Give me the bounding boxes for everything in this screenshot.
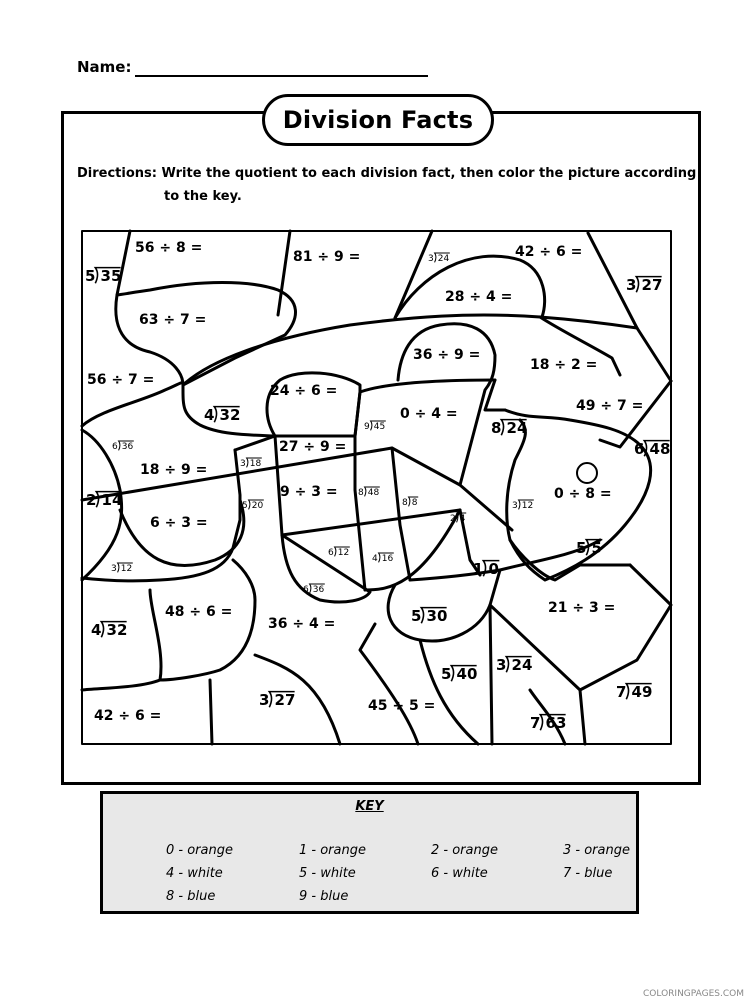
long-division-divisor: 2 [450, 514, 456, 524]
long-division-divisor: 3 [111, 564, 117, 574]
long-division-dividend: 27 [274, 691, 296, 709]
long-division-dividend: 12 [120, 564, 133, 574]
fact: 27 ÷ 9 = [279, 439, 347, 455]
fact: 63 ÷ 7 = [139, 312, 207, 328]
fact: 24 ÷ 6 = [270, 383, 338, 399]
fact: 56 ÷ 8 = [135, 240, 203, 256]
region-line [395, 231, 432, 318]
long-division-divisor: 8 [402, 498, 408, 508]
long-division-dividend: 45 [373, 422, 386, 432]
long-division-dividend: 24 [506, 419, 528, 437]
long-division-divisor: 5 [85, 267, 96, 285]
region-line [600, 381, 671, 447]
long-division-divisor: 8 [358, 488, 364, 498]
region-line [392, 448, 410, 580]
long-division-dividend: 24 [511, 656, 533, 674]
directions-line-1: Directions: Write the quotient to each division fact, then color the picture according [77, 166, 697, 181]
region-line [82, 383, 275, 436]
fact: 21 ÷ 3 = [548, 600, 616, 616]
long-division-divisor: 6 [328, 548, 334, 558]
region-line [282, 535, 370, 602]
division-facts [87, 240, 643, 724]
long-division-dividend: 24 [437, 254, 450, 264]
long-division-dividend: 32 [106, 621, 128, 639]
long-division-divisor: 6 [303, 585, 309, 595]
region-line [420, 640, 478, 744]
long-division-divisor: 3 [626, 276, 637, 294]
long-division-divisor: 7 [616, 683, 627, 701]
long-division-dividend: 4 [459, 514, 466, 524]
fact: 0 ÷ 4 = [400, 406, 458, 422]
long-division-divisor: 7 [530, 714, 541, 732]
key-item: 7 - blue [563, 866, 613, 881]
fact: 18 ÷ 9 = [140, 462, 208, 478]
region-line [580, 690, 585, 744]
long-division-divisor: 4 [372, 554, 378, 564]
long-division-dividend: 40 [456, 665, 478, 683]
fact: 42 ÷ 6 = [94, 708, 162, 724]
fact: 49 ÷ 7 = [576, 398, 644, 414]
color-key [100, 791, 639, 914]
region-line [120, 500, 244, 566]
fact: 36 ÷ 9 = [413, 347, 481, 363]
fact: 48 ÷ 6 = [165, 604, 233, 620]
region-line [210, 680, 212, 744]
long-division-dividend: 5 [591, 539, 602, 557]
fact: 6 ÷ 3 = [150, 515, 208, 531]
long-division-divisor: 5 [441, 665, 452, 683]
region-line [117, 231, 130, 295]
long-division-divisor: 3 [428, 254, 434, 264]
name-label: Name: [77, 58, 132, 76]
long-division-dividend: 12 [521, 501, 534, 511]
long-division-dividend: 49 [631, 683, 653, 701]
long-division-dividend: 12 [337, 548, 350, 558]
key-item: 4 - white [166, 866, 223, 881]
long-division-dividend: 14 [101, 491, 123, 509]
region-line [278, 231, 290, 315]
fact: 18 ÷ 2 = [530, 357, 598, 373]
long-division-divisor: 5 [411, 607, 422, 625]
fact: 0 ÷ 8 = [554, 486, 612, 502]
fact: 9 ÷ 3 = [280, 484, 338, 500]
fact: 36 ÷ 4 = [268, 616, 336, 632]
long-division-dividend: 18 [249, 459, 262, 469]
long-division-divisor: 3 [496, 656, 507, 674]
long-division-divisor: 6 [112, 442, 118, 452]
worksheet-title: Division Facts [262, 94, 494, 146]
fact: 28 ÷ 4 = [445, 289, 513, 305]
long-division-divisor: 9 [364, 422, 370, 432]
long-division-dividend: 30 [426, 607, 448, 625]
long-division-divisor: 3 [240, 459, 246, 469]
fact: 42 ÷ 6 = [515, 244, 583, 260]
region-line [282, 510, 460, 535]
fish-eye-icon [577, 463, 597, 483]
long-division-dividend: 16 [381, 554, 394, 564]
long-division-divisor: 4 [91, 621, 102, 639]
key-item: 0 - orange [166, 843, 233, 858]
long-division-dividend: 48 [367, 488, 380, 498]
long-division-divisor: 4 [204, 406, 215, 424]
fact: 81 ÷ 9 = [293, 249, 361, 265]
fact: 56 ÷ 7 = [87, 372, 155, 388]
long-division-dividend: 0 [488, 560, 499, 578]
key-item: 8 - blue [166, 889, 216, 904]
key-title: KEY [355, 799, 384, 814]
key-item: 1 - orange [299, 843, 366, 858]
region-line [510, 540, 630, 580]
region-line [360, 380, 495, 392]
key-item: 3 - orange [563, 843, 630, 858]
region-line [360, 624, 418, 744]
long-division-divisor: 1 [473, 560, 484, 578]
key-item: 6 - white [431, 866, 488, 881]
long-division-dividend: 36 [121, 442, 134, 452]
long-division-dividend: 32 [219, 406, 241, 424]
region-line [82, 590, 161, 690]
directions-line-2: to the key. [164, 189, 242, 204]
watermark: COLORINGPAGES.COM [643, 989, 744, 999]
long-division-divisor: 6 [634, 440, 645, 458]
long-division-divisor: 2 [86, 491, 97, 509]
long-division-dividend: 36 [312, 585, 325, 595]
long-division-divisor: 8 [491, 419, 502, 437]
long-division-divisor: 5 [576, 539, 587, 557]
long-division-dividend: 48 [649, 440, 671, 458]
key-item: 5 - white [299, 866, 356, 881]
key-item: 9 - blue [299, 889, 349, 904]
long-division-divisor: 3 [259, 691, 270, 709]
long-division-dividend: 35 [100, 267, 122, 285]
region-line [490, 605, 492, 744]
fact: 45 ÷ 5 = [368, 698, 436, 714]
long-division-dividend: 27 [641, 276, 663, 294]
long-division-divisor: 5 [242, 501, 248, 511]
key-item: 2 - orange [431, 843, 498, 858]
long-division-dividend: 8 [411, 498, 418, 508]
long-division-dividend: 20 [251, 501, 264, 511]
long-division-divisor: 3 [512, 501, 518, 511]
long-division-dividend: 63 [545, 714, 567, 732]
